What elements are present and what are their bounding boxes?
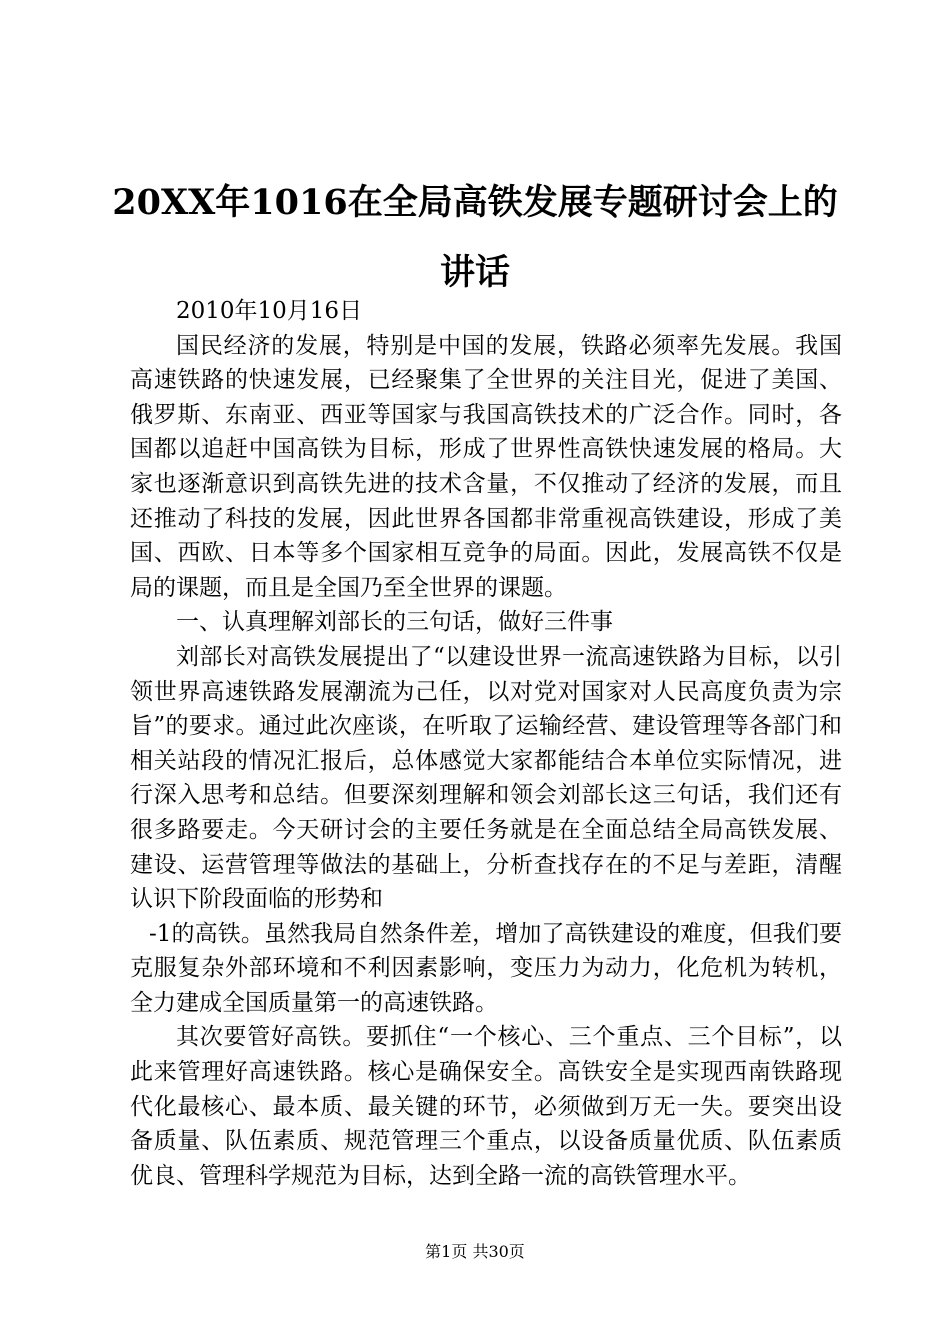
page-number-footer: 第1页 共30页 <box>425 1242 525 1261</box>
paragraph: 其次要管好高铁。要抓住“一个核心、三个重点、三个目标”，以此来管理好高速铁路。核心是确保安全。高铁安全是实现西南铁路现代化最核心、最本质、最关键的环节，必须做到万无一失。要突出设备质量、队伍素质、规范管理三个重点，以设备质量优质、队伍素质优良、管理科学规范为目标，达到全路一流的高铁管理水平。 <box>130 1024 842 1189</box>
paragraph: -1的高铁。虽然我局自然条件差，增加了高铁建设的难度，但我们要克服复杂外部环境和不利因素影响，变压力为动力，化危机为转机，全力建成全国质量第一的高速铁路。 <box>130 920 842 1016</box>
section-heading: 一、认真理解刘部长的三句话，做好三件事 <box>176 609 613 636</box>
document-body <box>130 294 842 1193</box>
paragraph: 刘部长对高铁发展提出了“以建设世界一流高速铁路为目标，以引领世界高速铁路发展潮流为己任，以对党对国家对人民高度负责为宗旨”的要求。通过此次座谈，在听取了运输经营、建设管理等各部门和相关站段的情况汇报后，总体感觉大家都能结合本单位实际情况，进行深入思考和总结。但要深刻理解和领会刘部长这三句话，我们还有很多路要走。今天研讨会的主要任务就是在全面总结全局高铁发展、建设、运营管理等做法的基础上，分析查找存在的不足与差距，清醒认识下阶段面临的形势和 <box>130 643 842 913</box>
document-date: 2010年10月16日 <box>176 298 363 324</box>
paragraph: 国民经济的发展，特别是中国的发展，铁路必须率先发展。我国高速铁路的快速发展，已经聚集了全世界的关注目光，促进了美国、俄罗斯、东南亚、西亚等国家与我国高铁技术的广泛合作。同时，各国都以追赶中国高铁为目标，形成了世界性高铁快速发展的格局。大家也逐渐意识到高铁先进的技术含量，不仅推动了经济的发展，而且还推动了科技的发展，因此世界各国都非常重视高铁建设，形成了美国、西欧、日本等多个国家相互竞争的局面。因此，发展高铁不仅是局的课题，而且是全国乃至全世界的课题。 <box>130 332 842 601</box>
document-title: 20XX年1016在全局高铁发展专题研讨会上的讲话 <box>112 182 838 293</box>
